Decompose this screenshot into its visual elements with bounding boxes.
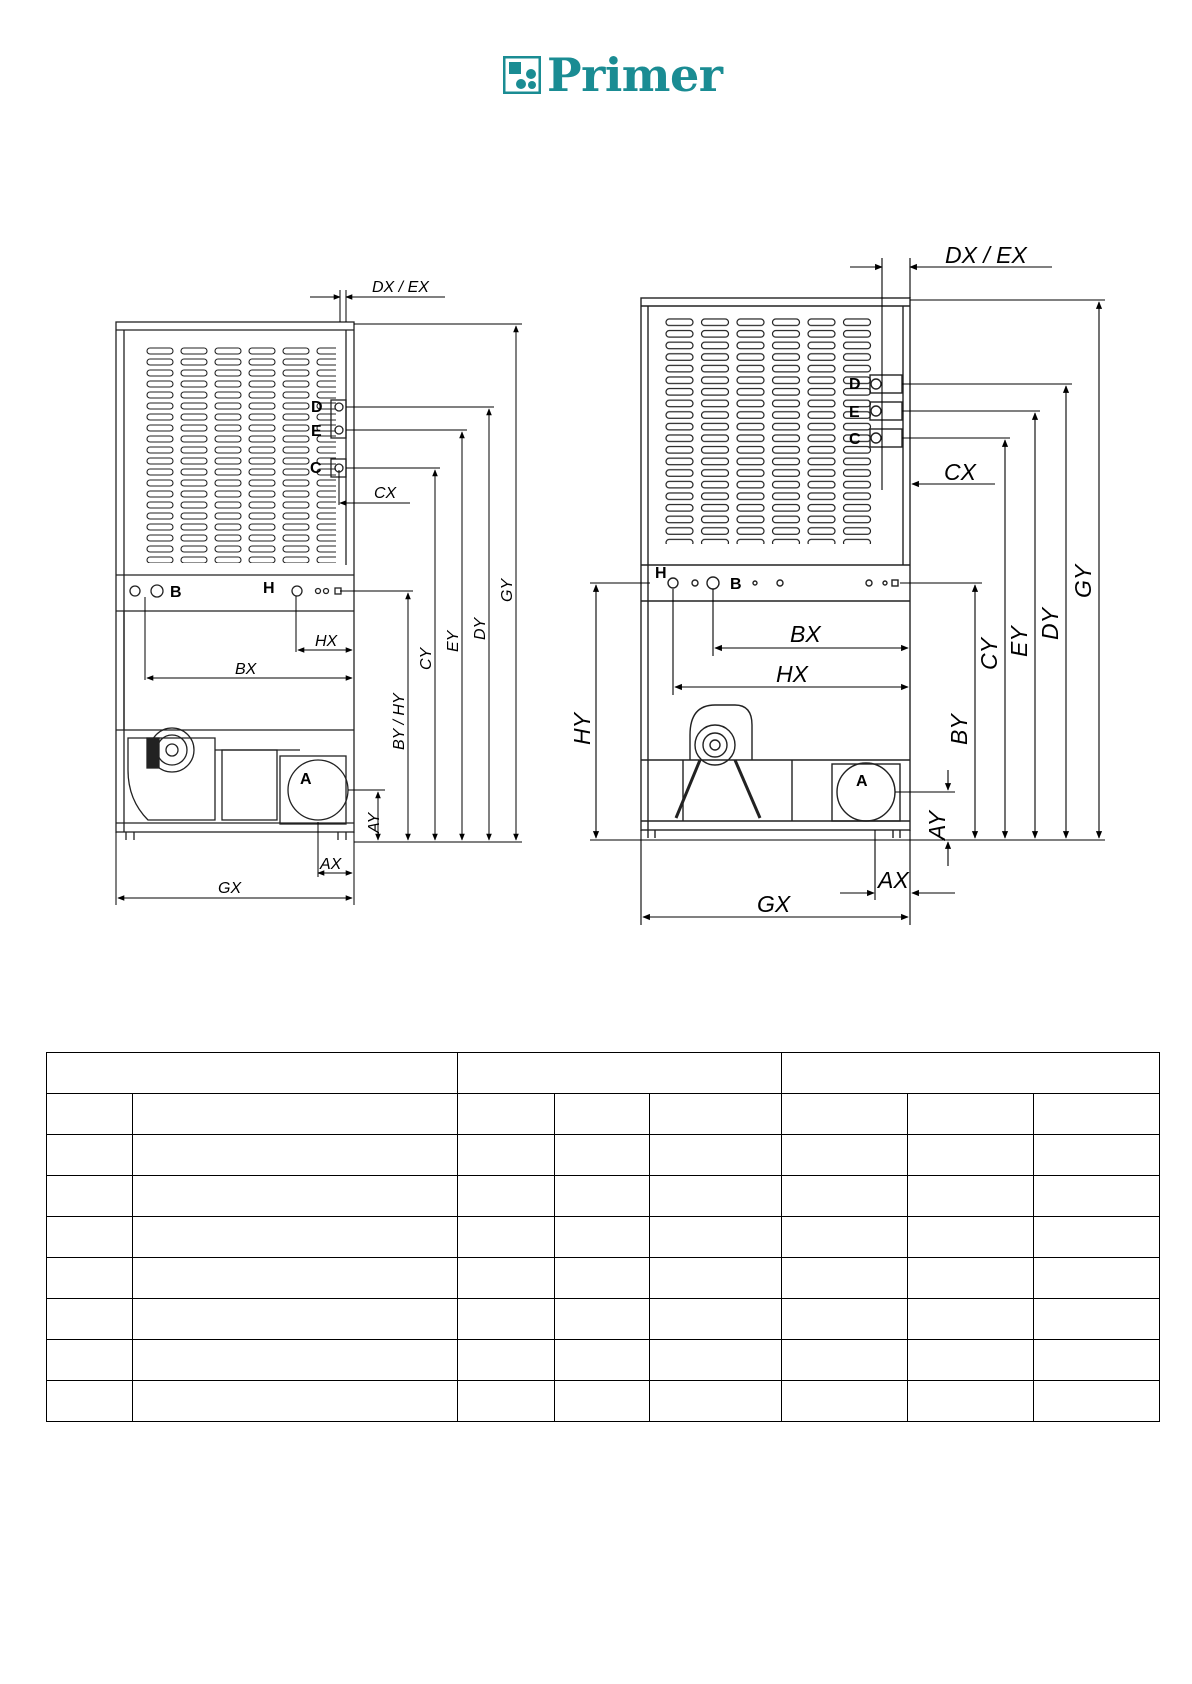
table-cell [555,1135,650,1176]
table-cell [47,1381,133,1422]
right-dim-ey: EY [1006,626,1032,657]
right-label-b: B [730,576,742,593]
table-row [47,1094,1160,1135]
table-cell [1034,1299,1160,1340]
table-cell [650,1176,782,1217]
table-cell [908,1217,1034,1258]
table-row [47,1258,1160,1299]
table-cell [782,1340,908,1381]
table-cell [458,1299,555,1340]
table-cell [458,1094,555,1135]
table-header-row [47,1053,1160,1094]
table-cell [650,1258,782,1299]
table-cell [908,1135,1034,1176]
table-cell [555,1299,650,1340]
table-cell [458,1258,555,1299]
table-cell [1034,1135,1160,1176]
table-cell [650,1299,782,1340]
table-cell [458,1381,555,1422]
right-dim-hy: HY [569,713,595,745]
right-dim-bx: BX [790,621,821,647]
right-label-e: E [849,404,860,421]
left-dim-ey: EY [445,630,462,652]
table-row [47,1135,1160,1176]
table-cell [458,1217,555,1258]
table-cell [458,1135,555,1176]
table-row [47,1176,1160,1217]
left-dim-by-hy: BY / HY [391,693,408,750]
right-dim-cx: CX [944,459,976,485]
left-label-c: C [310,460,322,477]
table-cell [782,1258,908,1299]
left-dim-ay: AY [366,812,383,833]
table-cell [133,1217,458,1258]
right-label-h: H [655,565,667,582]
left-label-a: A [300,771,312,788]
table-cell [650,1135,782,1176]
right-dim-gy: GY [1070,564,1096,598]
table-cell [1034,1176,1160,1217]
table-cell [1034,1381,1160,1422]
table-cell [133,1381,458,1422]
table-cell [908,1258,1034,1299]
right-dim-cy: CY [976,638,1002,670]
left-dim-gx: GX [218,880,242,897]
left-label-b: B [170,584,182,601]
right-label-d: D [849,376,861,393]
left-dim-gy: GY [499,578,516,602]
table-cell [555,1094,650,1135]
table-cell [650,1381,782,1422]
table-cell [908,1340,1034,1381]
table-cell [782,1217,908,1258]
left-dim-hx: HX [315,633,338,650]
right-dim-dx-ex: DX / EX [945,242,1027,268]
table-cell [133,1258,458,1299]
left-dim-cx: CX [374,485,397,502]
table-cell [782,1053,1160,1094]
table-cell [555,1217,650,1258]
table-cell [133,1340,458,1381]
table-cell [555,1381,650,1422]
table-cell [1034,1340,1160,1381]
table-cell [47,1299,133,1340]
right-dim-ay: AY [924,811,950,840]
left-label-h: H [263,580,275,597]
left-dim-dx-ex: DX / EX [372,279,429,296]
table-row [47,1217,1160,1258]
table-cell [47,1053,458,1094]
table-cell [782,1094,908,1135]
right-dim-ax: AX [878,867,909,893]
table-cell [133,1094,458,1135]
table-cell [47,1217,133,1258]
right-dim-dy: DY [1037,608,1063,640]
table-cell [133,1299,458,1340]
table-cell [555,1176,650,1217]
right-dim-by: BY [946,714,972,745]
table-cell [782,1299,908,1340]
left-dim-bx: BX [235,661,257,678]
table-cell [133,1176,458,1217]
table-cell [133,1135,458,1176]
brand-name: Primer [547,48,723,102]
table-cell [908,1381,1034,1422]
table-row [47,1381,1160,1422]
table-cell [47,1176,133,1217]
left-dim-ax: AX [320,856,342,873]
table-cell [782,1135,908,1176]
table-cell [47,1340,133,1381]
table-cell [47,1258,133,1299]
left-label-e: E [311,423,322,440]
right-unit-drawing [641,298,910,838]
table-cell [908,1176,1034,1217]
table-cell [458,1340,555,1381]
table-row [47,1299,1160,1340]
table-cell [555,1258,650,1299]
right-dim-gx: GX [757,891,791,917]
table-cell [1034,1217,1160,1258]
table-cell [782,1176,908,1217]
right-dim-hx: HX [776,661,808,687]
left-dim-cy: CY [418,647,435,670]
table-cell [555,1340,650,1381]
right-label-c: C [849,431,861,448]
table-cell [908,1299,1034,1340]
table-cell [650,1217,782,1258]
table-cell [458,1053,782,1094]
table-cell [458,1176,555,1217]
table-cell [908,1094,1034,1135]
left-label-d: D [311,399,323,416]
table-row [47,1340,1160,1381]
table-cell [650,1094,782,1135]
right-label-a: A [856,773,868,790]
table-cell [650,1340,782,1381]
left-dim-dy: DY [472,617,489,640]
table-cell [1034,1258,1160,1299]
table-cell [1034,1094,1160,1135]
table-cell [47,1135,133,1176]
dimensions-table [46,1052,1160,1422]
table-cell [782,1381,908,1422]
table-cell [47,1094,133,1135]
